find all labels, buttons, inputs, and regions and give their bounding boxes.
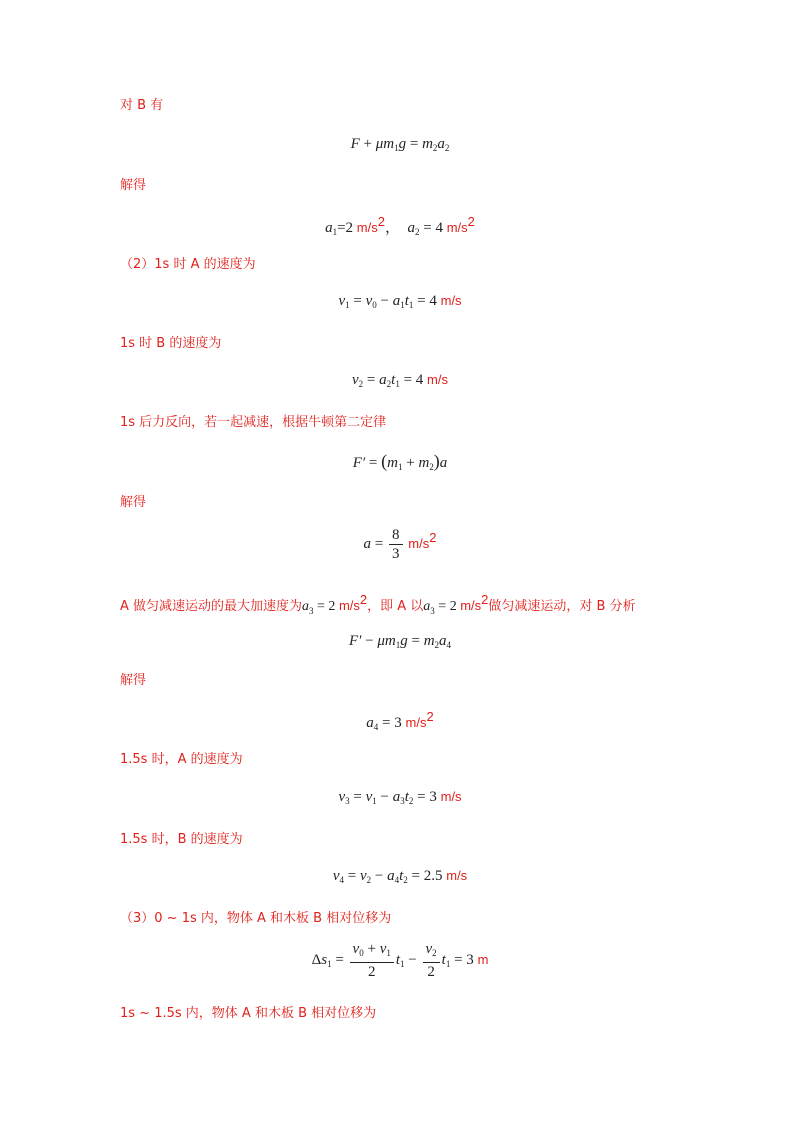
text-line-part3: （3）0 ~ 1s 内，物体 A 和木板 B 相对位移为 [120,911,392,926]
text-line-a-velocity-15: 1.5s 时，A 的速度为 [120,752,243,767]
v2-value: = 4 [399,372,424,388]
unit-ms2: m/s [446,220,468,235]
text-line-for-b: 对 B 有 [120,98,164,113]
text-line-part2: （2）1s 时 A 的速度为 [120,257,256,272]
equation-b-newton: $F + \mu m_1g = m_2a_2$ [350,136,450,153]
equation-v3: $v_3 = v_1 - a_3t_2 = 3$ m/s [338,789,462,806]
equation-a-common: a = $\frac{8}{3}$ $m/s^2$ [363,527,437,562]
text-max-accel-part3: 做匀减速运动，对 B 分析 [488,599,636,614]
equation-v1: $v_1 = v_0 - a_1t_1 = 4$ m/s [338,293,462,310]
fraction-numerator: 8 [389,526,403,545]
text-line-relative-displacement-2: 1s ~ 1.5s 内，物体 A 和木板 B 相对位移为 [120,1006,377,1021]
equation-a1-a2: $a_1=2$ $m/s^2$， $a_2 = 4$ $m/s^2$ [325,214,475,237]
fraction-denominator: 3 [392,546,400,562]
a3-value: = 2 [313,599,336,614]
a3-value: = 2 [434,599,457,614]
text-line-solve-3: 解得 [120,673,147,688]
equation-v4: $v_4 = v_2 - a_4t_2 = 2.5$ m/s [332,868,468,885]
unit-ms2: m/s [338,598,360,613]
fraction-v0-plus-v1-over-2: $\frac{v_0 + v_1}{2}$ [350,940,394,981]
a1-value: =2 [337,220,354,236]
text-line-b-velocity: 1s 时 B 的速度为 [120,336,222,351]
unit-ms: m/s [427,372,448,387]
equation-ds1: $\Delta s_1$ = $\frac{v_0 + v_1}{2}$ $t_1$ − $\frac{v_2}{2}$ $t_1 = 3$ m [311,941,489,980]
equation-a4: $a_4 = 3$ $m/s^2$ [366,709,434,732]
inline-a3-eq: $a_3 = 2$ $m/s^2$ [302,592,368,616]
unit-exp: 2 [359,592,368,607]
equation-v2: $v_2 = a_2t_1 = 4$ m/s [352,372,448,389]
inline-a3-eq-2: $a_3 = 2$ $m/s^2$ [423,592,489,616]
equation-combined-newton: $F' = (m_1 + m_2)a$ [352,451,448,472]
text-line-b-velocity-15: 1.5s 时，B 的速度为 [120,832,243,847]
v1-value: = 4 [413,293,437,309]
unit-ms: m/s [440,293,462,308]
unit-ms2: m/s [405,715,427,730]
text-max-accel-part1: A 做匀减速运动的最大加速度为 [120,599,303,614]
text-line-solve-1: 解得 [120,178,147,193]
a2-value: = 4 [419,220,443,236]
unit-ms: m/s [440,789,462,804]
v3-value: = 3 [413,789,437,805]
v4-value: = 2.5 [407,868,443,884]
unit-exp: 2 [429,529,437,545]
unit-exp: 2 [467,214,475,229]
unit-exp: 2 [481,592,489,607]
text-line-reverse-force: 1s 后力反向，若一起减速，根据牛顿第二定律 [120,415,387,430]
ds1-value: = 3 [450,951,474,968]
unit-ms2: m/s [356,220,378,235]
text-line-solve-2: 解得 [120,495,147,510]
text-max-accel-part2: ，即 A 以 [367,599,424,614]
unit-m: m [477,951,489,967]
unit-ms2: m/s [408,535,430,551]
fraction-8-3 [389,526,403,563]
unit-ms2: m/s [460,598,482,613]
unit-exp: 2 [426,709,434,724]
unit-exp: 2 [377,214,385,229]
text-line-max-accel [120,591,636,620]
equation-b-reverse: $F' - \mu m_1g = m_2a_4$ [348,633,452,650]
unit-ms: m/s [446,868,468,883]
a4-value: = 3 [378,715,402,731]
fraction-v2-over-2: $\frac{v_2}{2}$ [423,940,440,981]
